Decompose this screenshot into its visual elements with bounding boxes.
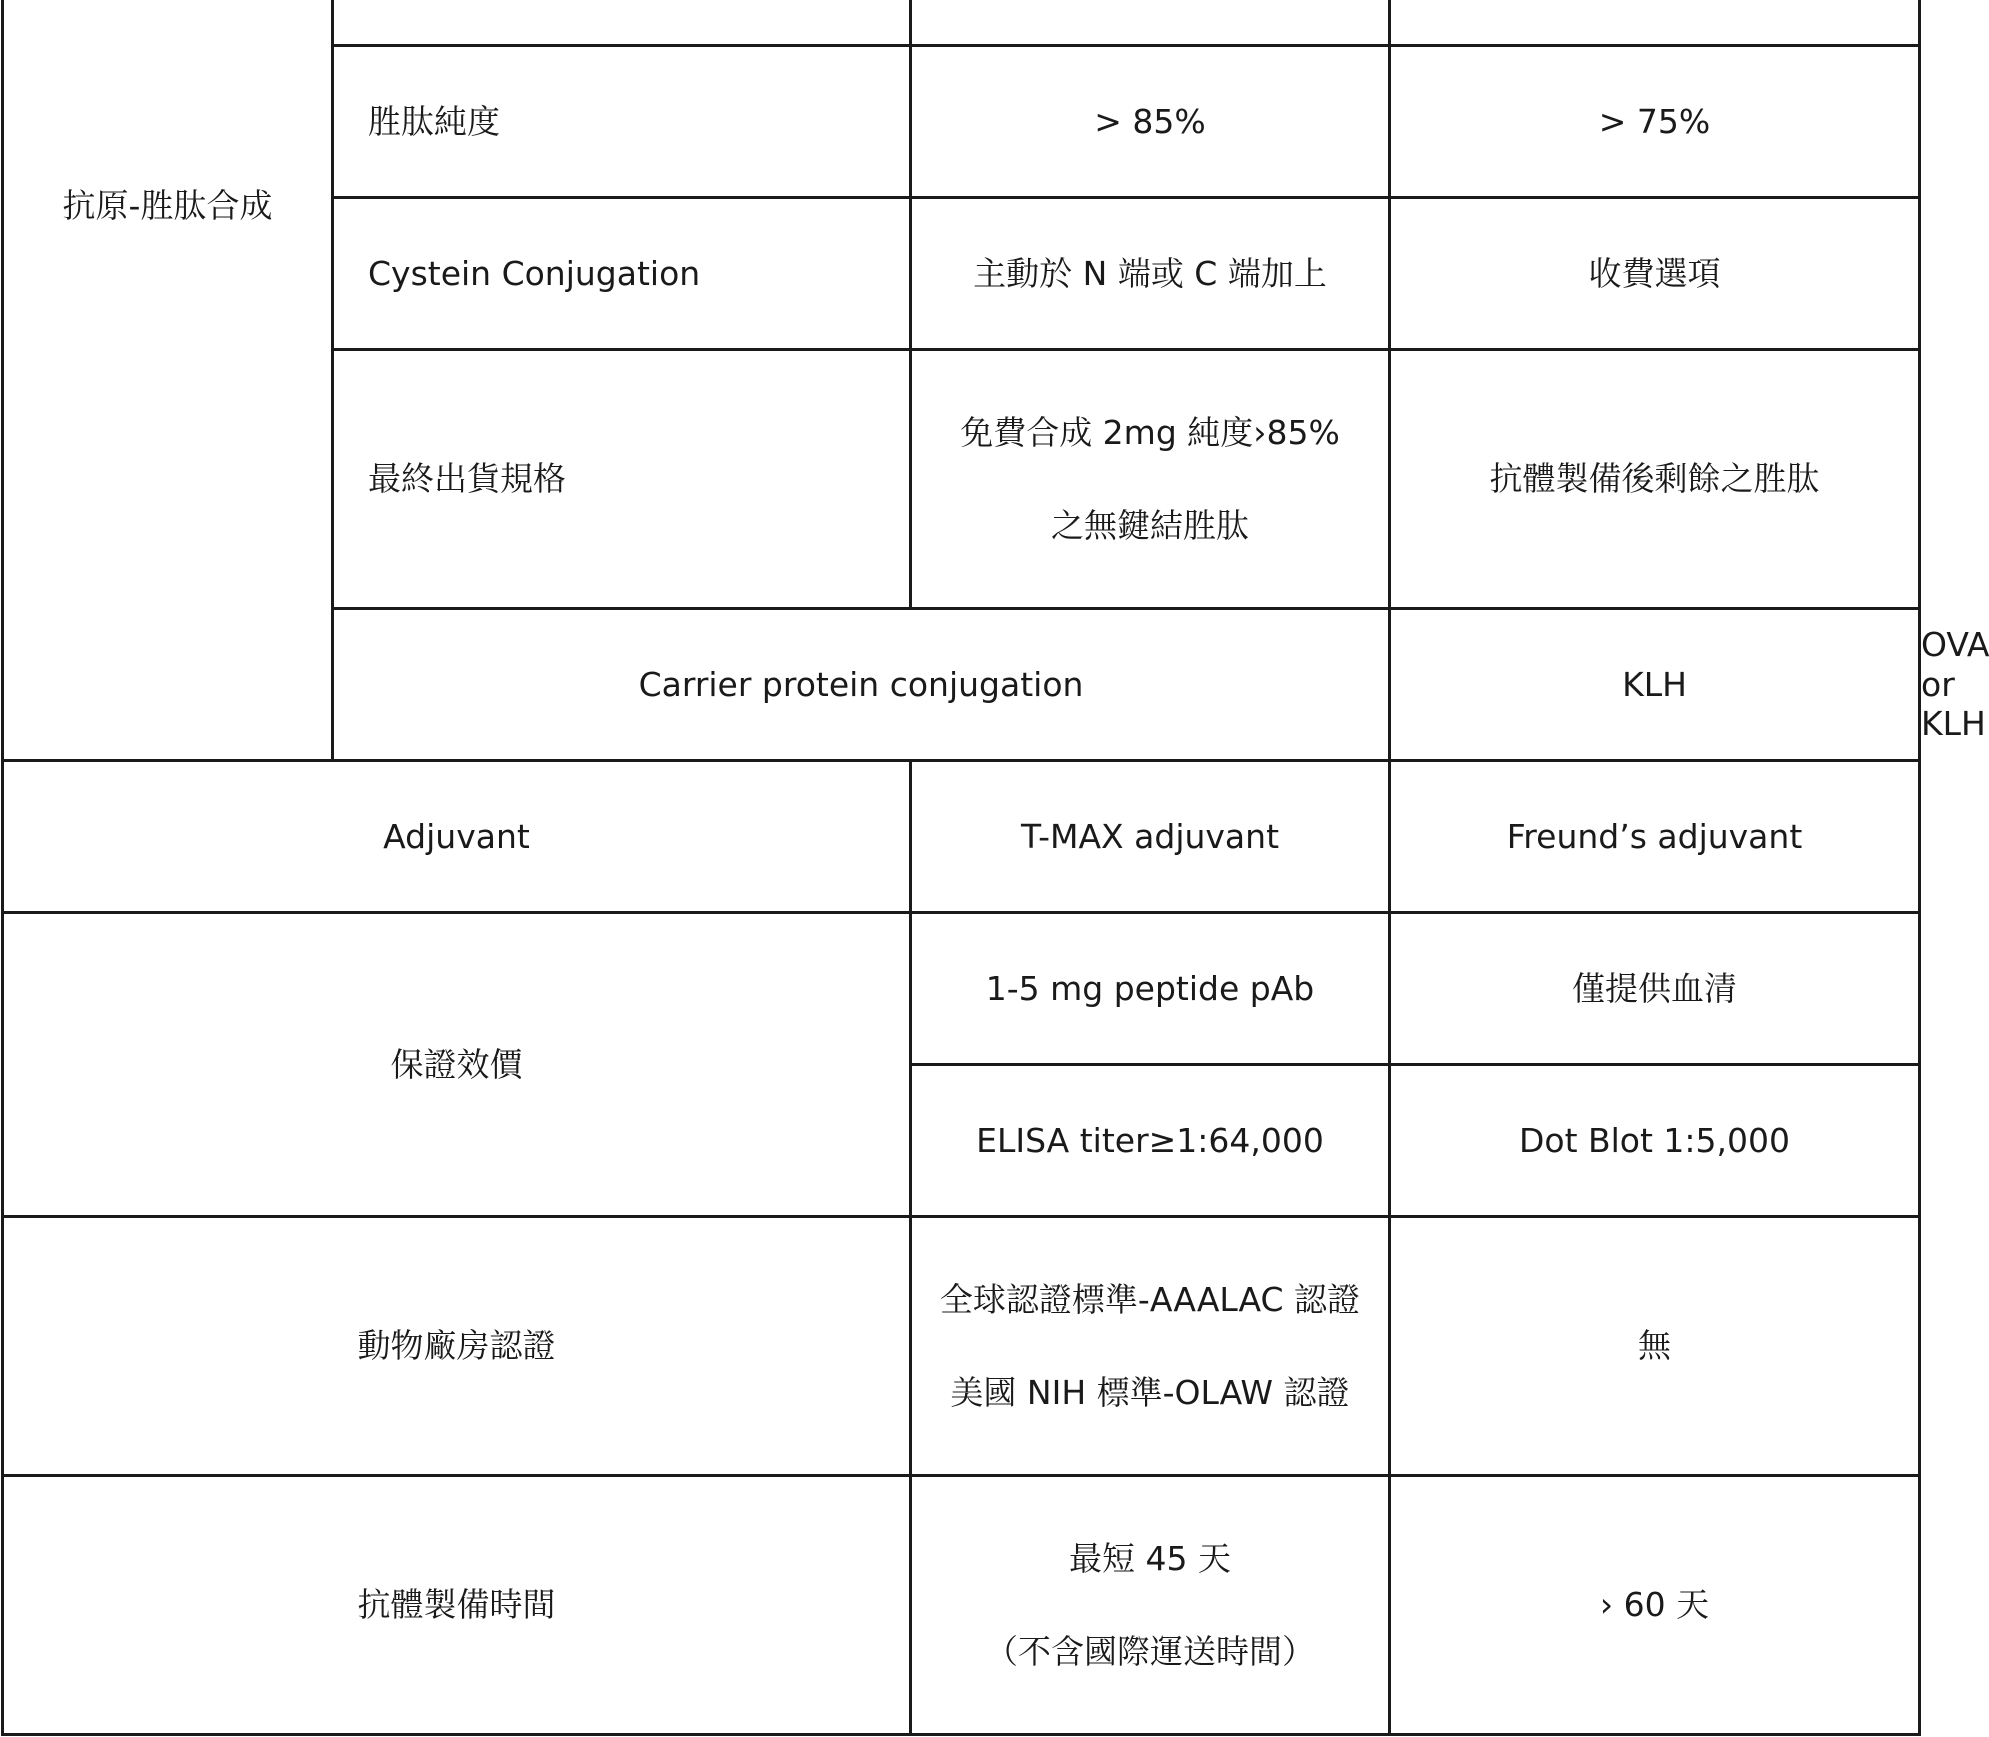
others-cell: 無: [1390, 1217, 1920, 1476]
row-label: 胜肽純度: [333, 46, 911, 198]
others-cell: Freund’s adjuvant: [1390, 761, 1920, 913]
cell-line: 全球認證標準-AAALAC 認證: [939, 1279, 1361, 1319]
antigen-group-label: 抗原-胜肽合成: [62, 186, 273, 225]
cell-line: 免費合成 2mg 純度›85%: [960, 412, 1340, 452]
blank-cell: [1390, 0, 1920, 46]
ours-cell: [911, 1476, 1390, 1735]
cell-line: 美國 NIH 標準-OLAW 認證: [950, 1372, 1350, 1412]
table-row: [3, 1476, 1920, 1735]
others-cell: › 60 天: [1390, 1476, 1920, 1735]
table-row: [3, 913, 1920, 1065]
comparison-table: [1, 0, 1989, 1736]
ours-cell: > 85%: [911, 46, 1390, 198]
row-label: Cystein Conjugation: [333, 198, 911, 350]
row-label: 保證效價: [3, 913, 911, 1217]
ours-cell: [911, 1217, 1390, 1476]
row-label: 動物廠房認證: [3, 1217, 911, 1476]
ours-cell: KLH: [1390, 609, 1920, 761]
ours-cell: [911, 350, 1390, 609]
ours-cell: ELISA titer≥1:64,000: [911, 1065, 1390, 1217]
cell-line: （不含國際運送時間）: [985, 1631, 1315, 1671]
others-cell: 僅提供血清: [1390, 913, 1920, 1065]
row-label: 最終出貨規格: [333, 350, 911, 609]
others-cell: 抗體製備後剩餘之胜肽: [1390, 350, 1920, 609]
antigen-group-cell: [3, 0, 333, 761]
table-row: Carrier protein conjugation KLH OVA or KLH: [3, 609, 1920, 761]
cell-line: 之無鍵結胜肽: [1051, 505, 1249, 545]
table-row: [3, 1217, 1920, 1476]
row-label: Carrier protein conjugation: [333, 609, 1390, 761]
others-cell: > 75%: [1390, 46, 1920, 198]
table-row: [3, 761, 1920, 913]
cell-line: 最短 45 天: [1069, 1538, 1231, 1578]
row-label: Adjuvant: [3, 761, 911, 913]
blank-cell: [911, 0, 1390, 46]
ours-cell: 1-5 mg peptide pAb: [911, 913, 1390, 1065]
others-cell: 收費選項: [1390, 198, 1920, 350]
ours-cell: 主動於 N 端或 C 端加上: [911, 198, 1390, 350]
blank-cell: [333, 0, 911, 46]
table-row: [3, 0, 1920, 46]
ours-cell: T-MAX adjuvant: [911, 761, 1390, 913]
others-cell: Dot Blot 1:5,000: [1390, 1065, 1920, 1217]
row-label: 抗體製備時間: [3, 1476, 911, 1735]
